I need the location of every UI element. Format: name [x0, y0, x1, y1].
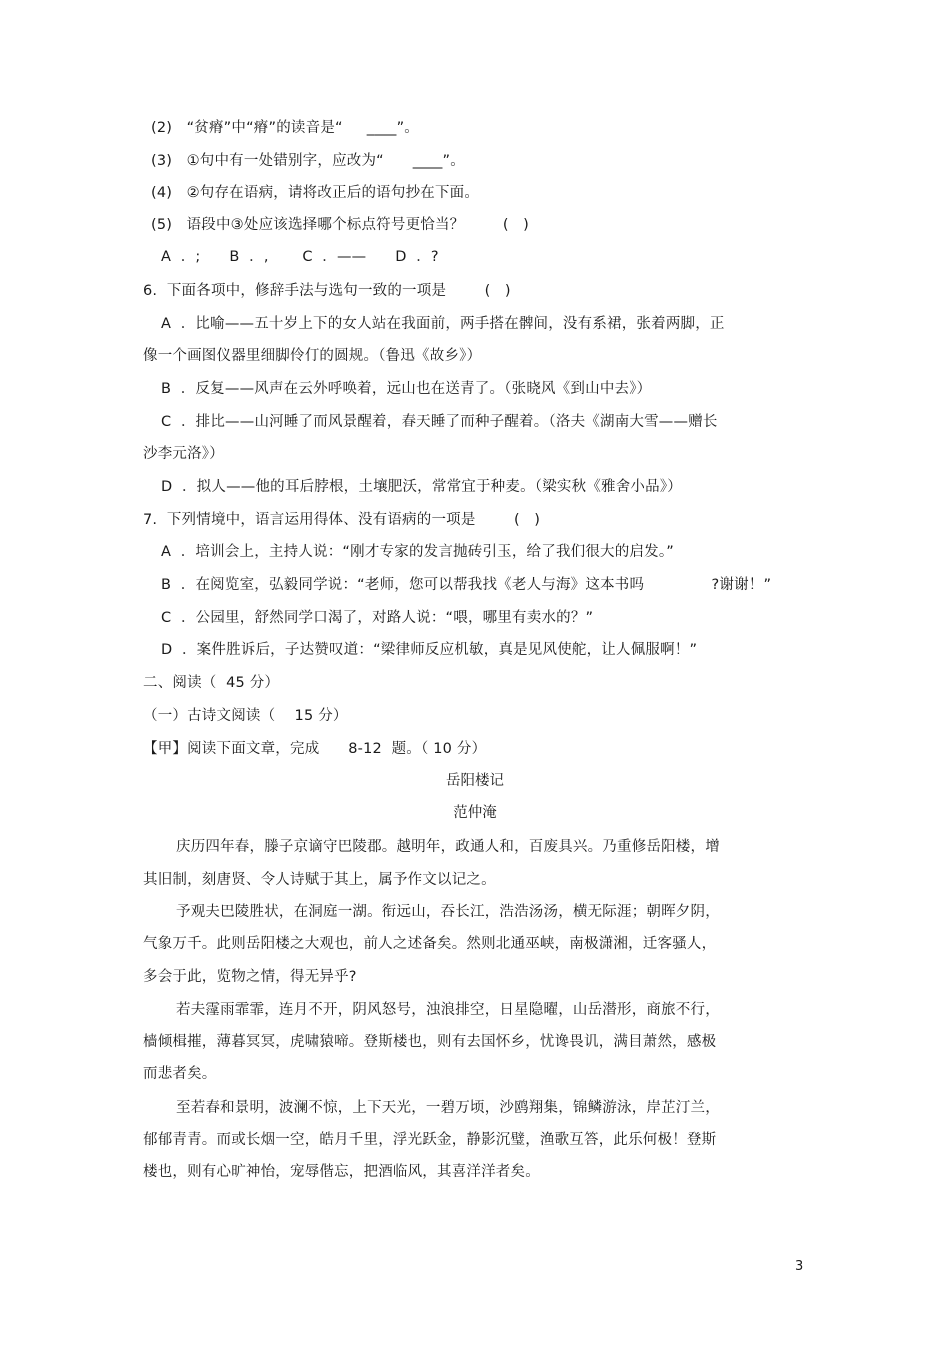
question-5-3: (3) ①句中有一处错别字，应改为“ ____”。 [151, 153, 465, 169]
question-7-option-b: B ．在阅览室，弘毅同学说：“老师，您可以帮我找《老人与海》这本书吗 ?谢谢！” [161, 577, 772, 593]
question-6-option-c-cont: 沙李元洛》） [143, 446, 224, 462]
essay-paragraph-3-line-1: 若夫霪雨霏霏，连月不开，阴风怒号，浊浪排空，日星隐曜，山岳潜形，商旅不行， [176, 1002, 720, 1018]
essay-paragraph-2-line-1: 予观夫巴陵胜状，在洞庭一湖。衔远山，吞长江，浩浩汤汤，横无际涯；朝晖夕阴， [176, 904, 720, 920]
question-5-5: (5) 语段中③处应该选择哪个标点符号更恰当？ ( ) [151, 217, 529, 233]
question-7-option-a: A ．培训会上，主持人说：“刚才专家的发言抛砖引玉，给了我们很大的启发。” [161, 544, 675, 560]
question-5-5-options: A ．; B ．, C ．—— D ．? [161, 249, 439, 265]
essay-paragraph-2-line-3: 多会于此，览物之情，得无异乎? [143, 969, 357, 985]
question-6-stem: 6. 下面各项中，修辞手法与选句一致的一项是 ( ) [143, 283, 511, 299]
question-7-option-c: C ．公园里，舒然同学口渴了，对路人说：“喂，哪里有卖水的？” [161, 610, 594, 626]
question-6-option-a: A ．比喻——五十岁上下的女人站在我面前，两手搭在髀间，没有系裙，张着两脚，正 [161, 316, 725, 332]
question-6-option-d: D ．拟人——他的耳后脖根，土壤肥沃，常常宜于种麦。（梁实秋《雅舍小品》） [161, 479, 682, 495]
essay-paragraph-3-line-2: 樯倾楫摧，薄暮冥冥，虎啸猿啼。登斯楼也，则有去国怀乡，忧谗畏讥，满目萧然，感极 [143, 1034, 717, 1050]
essay-paragraph-1-line-1: 庆历四年春，滕子京谪守巴陵郡。越明年，政通人和，百废具兴。乃重修岳阳楼，增 [176, 839, 720, 855]
subsection-classical-heading: （一）古诗文阅读（ 15 分） [143, 708, 348, 724]
question-6-option-c: C ．排比——山河睡了而风景醒着，春天睡了而种子醒着。（洛夫《湖南大雪——赠长 [161, 414, 718, 430]
essay-paragraph-4-line-2: 郁郁青青。而或长烟一空，皓月千里，浮光跃金，静影沉璧，渔歌互答，此乐何极！登斯 [143, 1132, 717, 1148]
essay-paragraph-4-line-3: 楼也，则有心旷神怡，宠辱偕忘，把酒临风，其喜洋洋者矣。 [143, 1164, 540, 1180]
essay-author: 范仲淹 [453, 805, 497, 821]
passage-instructions: 【甲】阅读下面文章，完成 8-12 题。（ 10 分） [143, 741, 487, 757]
essay-paragraph-3-line-3: 而悲者矣。 [143, 1066, 217, 1082]
question-6-option-a-cont: 像一个画图仪器里细脚伶仃的圆规。（鲁迅《故乡》） [143, 348, 482, 364]
section-reading-heading: 二、阅读（ 45 分） [143, 675, 280, 691]
question-7-option-d: D ．案件胜诉后，子达赞叹道：“梁律师反应机敏，真是见风使舵，让人佩服啊！” [161, 642, 698, 658]
essay-paragraph-4-line-1: 至若春和景明，波澜不惊，上下天光，一碧万顷，沙鸥翔集，锦鳞游泳，岸芷汀兰， [176, 1100, 720, 1116]
question-7-stem: 7. 下列情境中，语言运用得体、没有语病的一项是 ( ) [143, 512, 541, 528]
essay-paragraph-1-line-2: 其旧制，刻唐贤、令人诗赋于其上，属予作文以记之。 [143, 872, 496, 888]
question-5-2: (2) “贫瘠”中“瘠”的读音是“ ____”。 [151, 120, 419, 136]
essay-paragraph-2-line-2: 气象万千。此则岳阳楼之大观也，前人之述备矣。然则北通巫峡，南极潇湘，迁客骚人， [143, 936, 717, 952]
page-number: 3 [795, 1259, 804, 1274]
essay-title: 岳阳楼记 [446, 773, 504, 789]
question-5-4: (4) ②句存在语病，请将改正后的语句抄在下面。 [151, 185, 480, 201]
question-6-option-b: B ．反复——风声在云外呼唤着，远山也在送青了。（张晓风《到山中去》） [161, 381, 652, 397]
